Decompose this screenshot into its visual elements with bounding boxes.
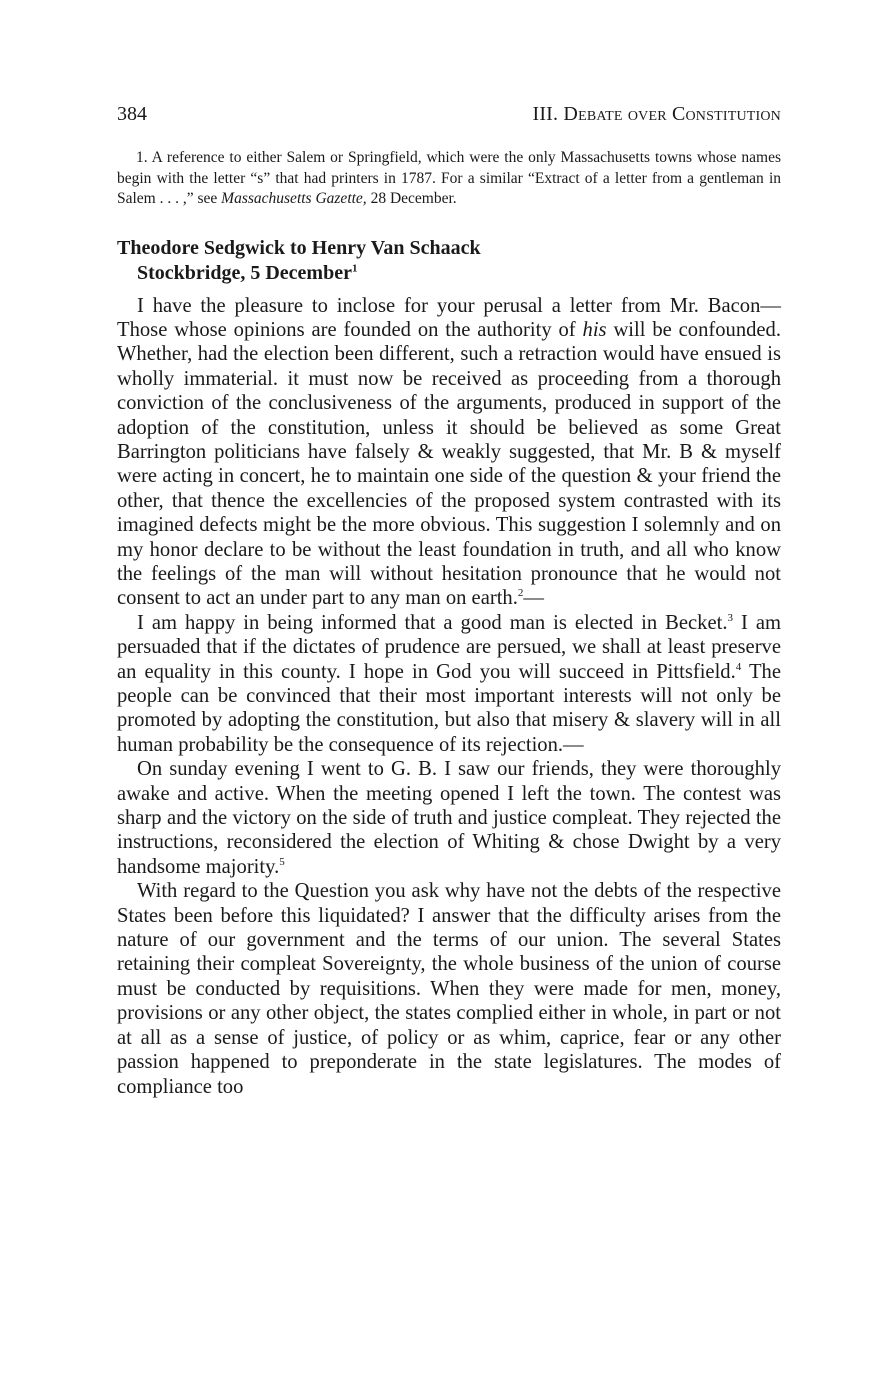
paragraph-text: I am persuaded that if the dictates of prudence are persued, we shall at least preserve an equality in this county. I hope in God you will succeed in Pittsfield.	[117, 611, 781, 683]
paragraph-text: I am happy in being informed that a good man is elected in Becket.	[137, 611, 728, 634]
paragraph-2	[117, 611, 781, 757]
running-header	[117, 100, 781, 128]
paragraph-1	[117, 294, 781, 611]
emphasis: his	[582, 318, 607, 341]
document-heading	[117, 236, 781, 286]
paragraph-text: The people can be convinced that their most important interests will not only be promoted by adopting the constitution, but also that misery & slavery will in all human probability be the consequence of its rejection.—	[117, 660, 781, 756]
footnote	[117, 148, 781, 210]
heading-place-date	[117, 261, 781, 286]
paragraph-text: will be confounded. Whether, had the election been different, such a retraction would have ensued is wholly immaterial. it must now be received as proceeding from a thorough conviction of the conclusiveness of the arguments, produced in support of the adoption of the constitution, unless it should be believed as some Great Barrington politicians have falsely & weakly suggested, that Mr. B & myself were acting in concert, he to maintain one side of the question & your friend the other, that thence the excellencies of the proposed system contrasted with its imagined defects might be the more obvious. This suggestion I solemnly and on my honor declare to be without the least foundation in truth, and all who know the feelings of the man will without hesitation pronounce that he would not consent to act an under part to any man on earth.	[117, 318, 781, 610]
paragraph-text: —	[523, 587, 544, 610]
note-ref: 2	[517, 587, 524, 600]
footnote-number: 1.	[136, 149, 148, 166]
document-page	[117, 100, 781, 1099]
running-title: III. Debate over Constitution	[532, 103, 781, 125]
note-ref: 3	[727, 611, 733, 624]
heading-title: Theodore Sedgwick to Henry Van Schaack	[117, 236, 481, 259]
paragraph-text: On sunday evening I went to G. B. I saw our friends, they were thoroughly awake and active. When the meeting opened I left the town. The contest was sharp and the victory on the side of truth and justice compleat. They rejected the instructions, reconsidered the election of Whiting & chose Dwight by a very handsome majority.	[117, 758, 781, 878]
paragraph-text: With regard to the Question you ask why have not the debts of the respective States been before this liquidated? I answer that the difficulty arises from the nature of our government and the terms of our union. The several States retaining their compleat Sovereignty, the whole business of the union of course must be conducted by requisitions. When they were made for men, money, provisions or any other object, the states complied either in whole, in part or not at all as a sense of justice, of policy or as whim, caprice, fear or any other passion happened to preponderate in the state legislatures. The modes of compliance too	[117, 880, 781, 1098]
heading-place-date-text: Stockbridge, 5 December	[137, 261, 352, 284]
page-number: 384	[117, 103, 147, 125]
paragraph-4	[117, 879, 781, 1099]
note-ref: 5	[279, 855, 285, 868]
paragraph-3	[117, 757, 781, 879]
footnote-text-end: 28 December.	[366, 190, 457, 207]
footnote-citation: Massachusetts Gazette,	[221, 190, 367, 207]
paragraph-text: I have the pleasure to inclose for your perusal a letter from Mr. Bacon—Those whose opinions are founded on the authority of	[117, 294, 781, 341]
note-ref: 4	[735, 660, 742, 673]
note-ref: 1	[351, 261, 358, 274]
footnote-text: A reference to either Salem or Springfield, which were the only Massachusetts towns whose names begin with the letter “s” that had printers in 1787. For a similar “Extract of a letter from a gentleman in Salem . . . ,” see	[117, 149, 781, 207]
